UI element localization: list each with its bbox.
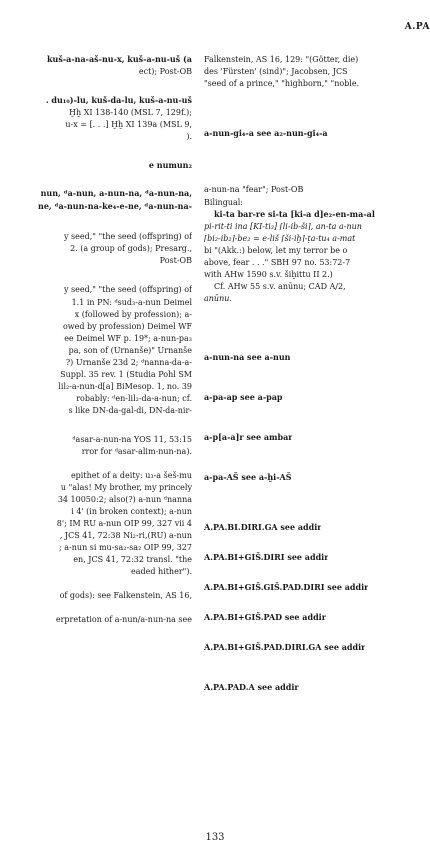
- left-column-line: ; a-nun si mu-sa₂-sa₂ OIP 99, 327: [59, 543, 192, 552]
- right-column-line: des 'Fürsten' (sind)"; Jacobsen, JCS: [204, 67, 348, 76]
- left-column-line: u "alas! My brother, my princely: [60, 483, 192, 492]
- right-column-line: Bilingual:: [204, 198, 244, 207]
- right-column-line: A.PA.BI+GIŠ.PAD.DIRI.GA see addir: [204, 642, 366, 652]
- right-column-line: "seed of a prince," "highborn," "noble.: [204, 79, 360, 88]
- right-column-line: A.PA.BI.DIRI.GA see addir: [204, 522, 322, 532]
- left-column-line: y seed," "the seed (offspring) of: [63, 232, 192, 241]
- left-column-line: Post-OB: [159, 256, 192, 265]
- right-column-line: a-nun-gi₄-a see a₂-nun-gi₄-a: [204, 128, 328, 138]
- left-column-line: eaded hither").: [130, 567, 192, 576]
- left-column-line: 34 10050:2; also(?) a-nun ᵈnanna: [57, 495, 192, 504]
- left-column-line: x (followed by profession); a-: [74, 310, 192, 319]
- left-column-line: Suppl. 35 rev. 1 (Studia Pohl SM: [60, 370, 192, 379]
- left-column-line: ?) Urnanše 23d 2; ᵈnanna-da-a-: [65, 358, 192, 367]
- left-column-line: kuš-a-na-aš-nu-x, kuš-a-nu-uš (a: [46, 54, 192, 64]
- page-number: 133: [205, 832, 225, 843]
- right-column-line: a-pa-ap see a-pap: [204, 392, 283, 402]
- left-column-line: pa, son of (Urnanše)" Urnanše: [68, 346, 192, 355]
- right-column: [204, 0, 430, 860]
- left-column-line: . du₁₀)-lu, kuš-da-lu, kuš-a-nu-uš: [45, 95, 192, 105]
- left-column-line: 1.1 in PN: ᵈsud₃-a-nun Deimel: [71, 298, 192, 307]
- left-column-line: 2. (a group of gods); Presarg.,: [70, 244, 192, 253]
- right-column-line: above, fear . . ." SBH 97 no. 53:72-7: [204, 258, 351, 267]
- left-column-line: u-x = [. . .] Ḫḫ XI 139a (MSL 9,: [65, 120, 192, 129]
- left-column-line: ).: [186, 132, 192, 141]
- right-column-line: a-p[a-a]r see ambar: [204, 432, 293, 442]
- right-column-line: a-nun-na "fear"; Post-OB: [204, 185, 304, 194]
- left-column-line: nun, ᵈa-nun, a-nun-na, ᵈa-nun-na,: [40, 188, 192, 198]
- right-column-line: Cf. AHw 55 s.v. anūnu; CAD A/2,: [214, 282, 346, 291]
- right-column-line: anūnu.: [204, 294, 232, 303]
- left-column-line: robably: ᵈen-lil₂-da-a-nun; cf.: [76, 394, 192, 403]
- left-column-line: 8'; IM RU a-nun OIP 99, 327 vii 4: [56, 519, 192, 528]
- left-column-line: ect); Post-OB: [138, 67, 192, 76]
- left-column-line: lil₂-a-nun-d[a] BiMesop. 1, no. 39: [58, 382, 192, 391]
- left-column-line: erpretation of a-nun/a-nun-na see: [55, 615, 192, 624]
- right-column-line: ⌈bi₂-ib₂⌉-be₂ = e-liš ⌈ši-iḫ⌉-ṭa-tu₄ a-mat: [204, 234, 356, 243]
- right-column-line: A.PA.BI+GIŠ.DIRI see addir: [204, 552, 329, 562]
- left-column-line: of gods): see Falkenstein, AS 16,: [59, 591, 192, 600]
- left-column-line: en, JCS 41, 72:32 transl. "the: [73, 555, 192, 564]
- left-column-line: Ḫḫ XI 138-140 (MSL 7, 129f.);: [69, 108, 192, 117]
- left-column-line: s like DN-da-gal-di, DN-da-nir-: [68, 406, 192, 415]
- right-column-line: pi-rit-ti ina [KI-ti₃] ⌈li-ib-ši⌉, an-ta a-nun: [204, 222, 362, 231]
- left-column-line: rror for ᵈasar-alim-nun-na).: [81, 447, 192, 456]
- left-column-line: , JCS 41, 72:38 Ni₂-ri,(RU) a-nun: [59, 531, 192, 540]
- right-column-line: Falkenstein, AS 16, 129: "(Götter, die): [204, 55, 359, 64]
- right-column-line: bi "(Akk.:) below, let my terror be o: [204, 246, 348, 255]
- left-column-line: i 4' (in broken context); a-nun: [71, 507, 192, 516]
- right-column-line: A.PA.BI+GIŠ.PAD see addir: [204, 612, 326, 622]
- right-column-line: with AHw 1590 s.v. šiḫittu II 2.): [204, 270, 333, 279]
- left-column-line: ne, ᵈa-nun-na-ke₄-e-ne, ᵈa-nun-na-: [38, 201, 192, 211]
- right-column-line: a-pa-AŠ see a-ḫi-AŠ: [204, 472, 292, 482]
- left-column-line: owed by profession) Deimel WF: [62, 322, 192, 331]
- left-column-line: epithet of a deity: u₃-a šeš-mu: [70, 471, 192, 480]
- left-column-line: y seed," "the seed (offspring) of: [63, 285, 192, 294]
- running-header: A.PA: [404, 22, 430, 32]
- right-column-line: a-nun-na see a-nun: [204, 352, 291, 362]
- right-column-line: ki-ta bar-re si-ta [ki-a d]e₂-en-ma-al: [214, 209, 375, 219]
- right-column-line: A.PA.BI+GIŠ.GIŠ.PAD.DIRI see addir: [204, 582, 369, 592]
- left-column-line: ᵈasar-a-nun-na YOS 11, 53:15: [72, 435, 192, 444]
- left-column-line: e numun₂: [148, 160, 192, 170]
- left-column-line: ee Deimel WF p. 19*; a-nun-pa₃: [64, 334, 192, 343]
- right-column-line: A.PA.PAD.A see addir: [204, 682, 299, 692]
- left-column: [0, 0, 196, 860]
